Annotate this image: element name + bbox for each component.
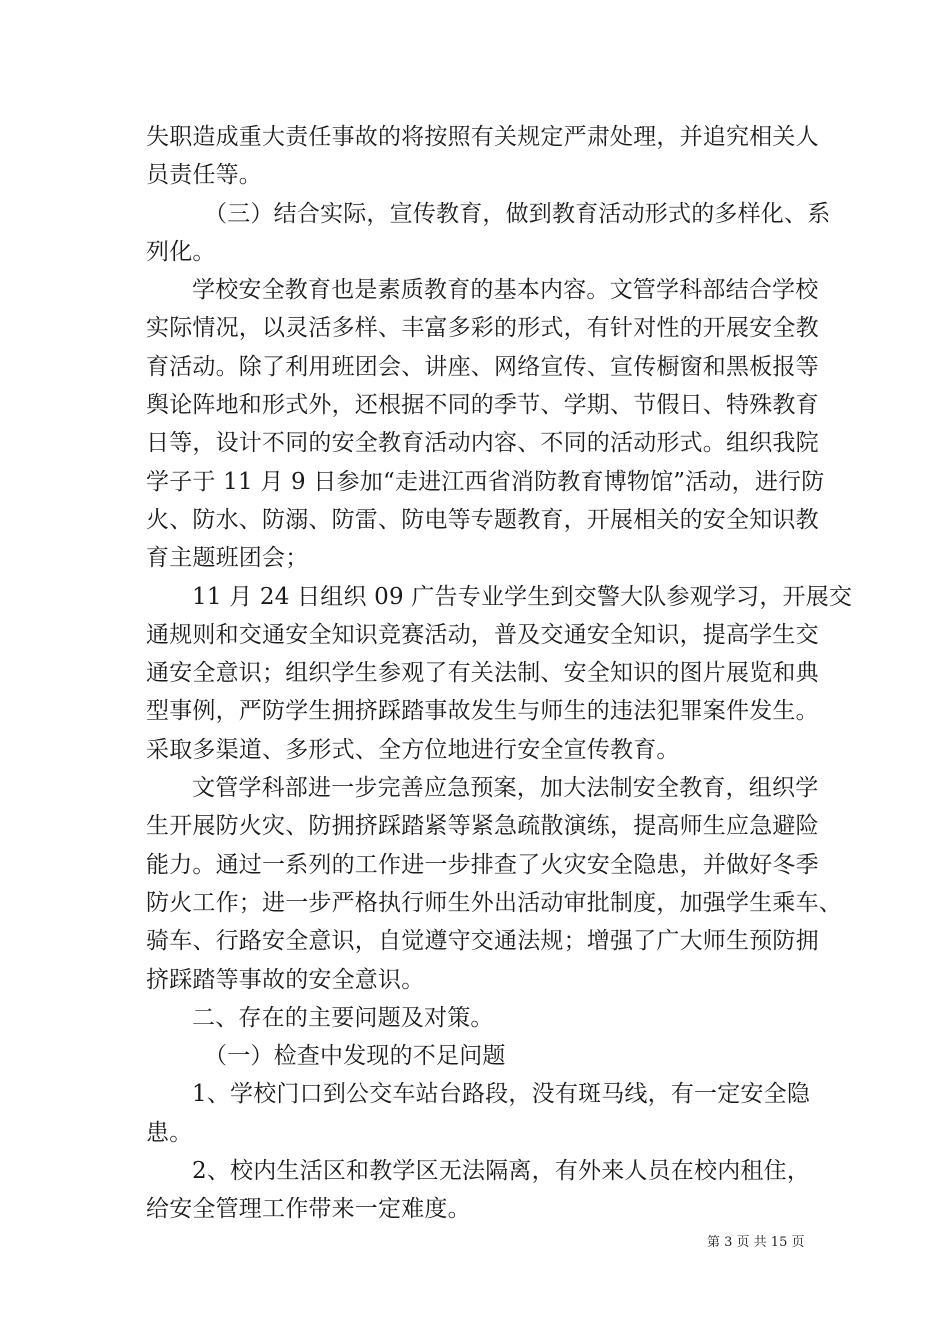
text-line: 火、防水、防溺、防雷、防电等专题教育，开展相关的安全知识教 bbox=[146, 506, 819, 533]
text-line: （三）结合实际，宣传教育，做到教育活动形式的多样化、系 bbox=[204, 200, 831, 227]
text-line: 能力。通过一系列的工作进一步排查了火灾安全隐患，并做好冬季 bbox=[146, 851, 819, 878]
text-line: 给安全管理工作带来一定难度。 bbox=[146, 1196, 471, 1223]
text-line: 2、校内生活区和教学区无法隔离，有外来人员在校内租住， bbox=[192, 1158, 811, 1185]
text-line: 育活动。除了利用班团会、讲座、网络宣传、宣传橱窗和黑板报等 bbox=[146, 353, 819, 380]
text-line: 舆论阵地和形式外，还根据不同的季节、学期、节假日、特殊教育 bbox=[146, 392, 819, 419]
text-line: 实际情况，以灵活多样、丰富多彩的形式，有针对性的开展安全教 bbox=[146, 315, 819, 342]
text-line: 通安全意识；组织学生参观了有关法制、安全知识的图片展览和典 bbox=[146, 660, 819, 687]
text-line: 失职造成重大责任事故的将按照有关规定严肃处理，并追究相关人 bbox=[146, 124, 819, 150]
text-line: 文管学科部进一步完善应急预案，加大法制安全教育，组织学 bbox=[192, 775, 819, 802]
text-line: 骑车、行路安全意识，自觉遵守交通法规；增强了广大师生预防拥 bbox=[146, 928, 819, 955]
text-line: 11 月 24 日组织 09 广告专业学生到交警大队参观学习，开展交 bbox=[192, 583, 853, 610]
text-line: 1、学校门口到公交车站台路段，没有斑马线，有一定安全隐 bbox=[192, 1081, 811, 1108]
text-line: 员责任等。 bbox=[146, 162, 262, 189]
text-line: 列化。 bbox=[146, 238, 216, 265]
text-line: 通规则和交通安全知识竞赛活动，普及交通安全知识，提高学生交 bbox=[146, 621, 819, 648]
text-line: 育主题班团会； bbox=[146, 545, 309, 572]
text-line: 防火工作；进一步严格执行师生外出活动审批制度，加强学生乘车、 bbox=[146, 889, 842, 916]
text-line: 患。 bbox=[146, 1119, 193, 1146]
document-body bbox=[146, 118, 853, 1229]
text-line: 二、存在的主要问题及对策。 bbox=[192, 1004, 494, 1031]
text-line: 生开展防火灾、防拥挤踩踏紧等紧急疏散演练，提高师生应急避险 bbox=[146, 813, 819, 840]
text-line: 采取多渠道、多形式、全方位地进行安全宣传教育。 bbox=[146, 736, 680, 763]
page-footer: 第 3 页 共 15 页 bbox=[707, 1235, 805, 1250]
text-line: 挤踩踏等事故的安全意识。 bbox=[146, 966, 425, 993]
text-line: （一）检查中发现的不足问题 bbox=[204, 1043, 506, 1070]
text-line: 学子于 11 月 9 日参加“走进江西省消防教育博物馆”活动，进行防 bbox=[146, 468, 825, 495]
text-line: 型事例，严防学生拥挤踩踏事故发生与师生的违法犯罪案件发生。 bbox=[146, 698, 819, 725]
text-line: 日等，设计不同的安全教育活动内容、不同的活动形式。组织我院 bbox=[146, 430, 819, 457]
text-line: 学校安全教育也是素质教育的基本内容。文管学科部结合学校 bbox=[192, 277, 819, 304]
